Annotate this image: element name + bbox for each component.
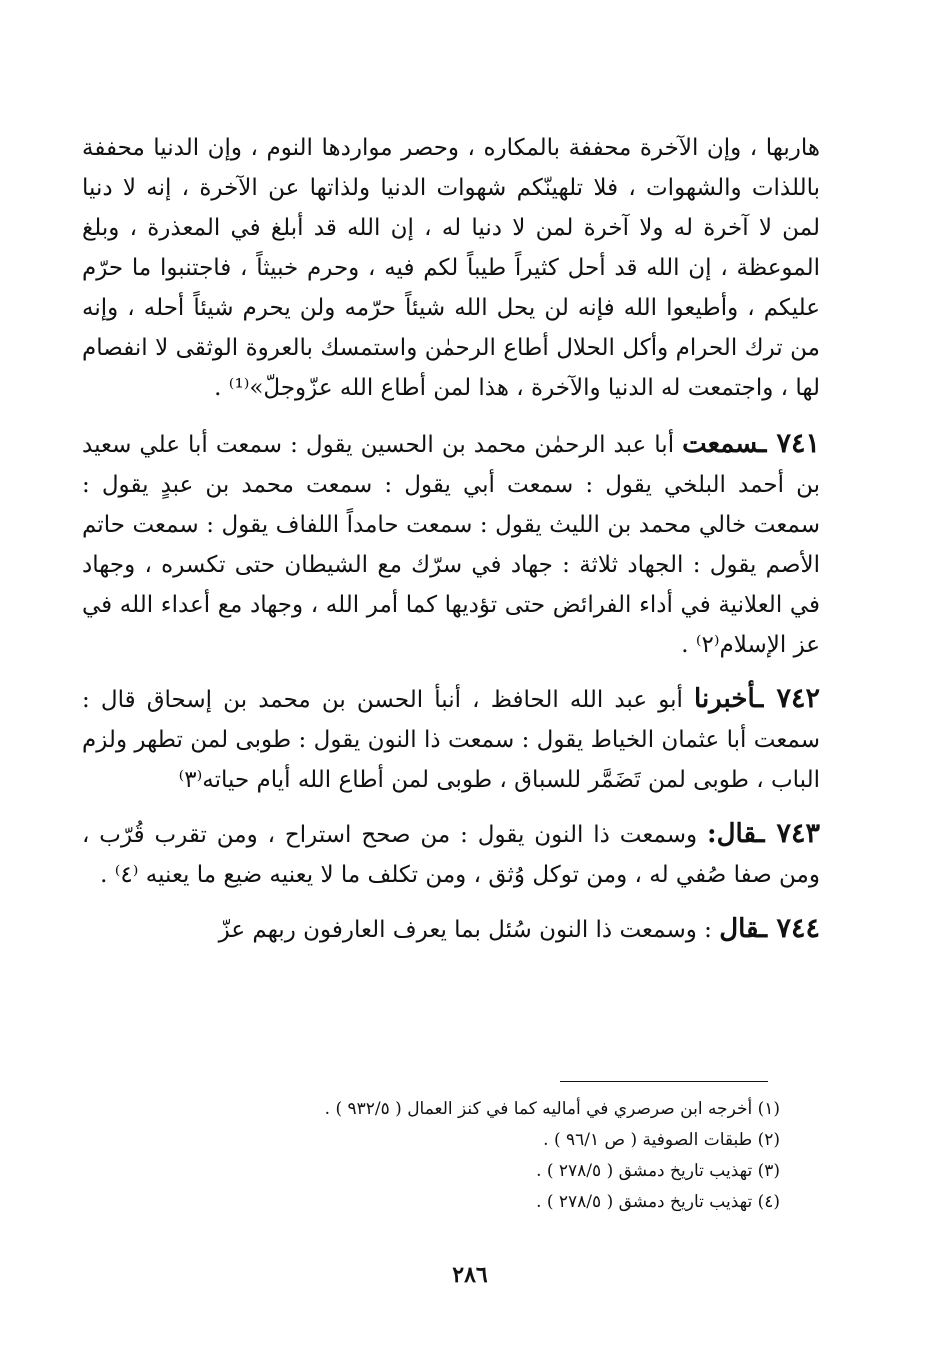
footnote-4: (٤) تهذيب تاريخ دمشق ( ٢٧٨/٥ ) . bbox=[536, 1192, 780, 1212]
entry-744 bbox=[82, 909, 820, 950]
entry-text: وسمعت ذا النون يقول : من صحح استراح ، ومن تقرب قُرّب ، ومن صفا صُفي له ، ومن توكل وُثق ، ومن تكلف ما لا يعنيه ضيع ما يعنيه ⁽٤⁾ . bbox=[82, 822, 820, 888]
footnote-3: (٣) تهذيب تاريخ دمشق ( ٢٧٨/٥ ) . bbox=[536, 1161, 780, 1181]
footnote-1: (١) أخرجه ابن صرصري في أماليه كما في كنز العمال ( ٩٣٢/٥ ) . bbox=[324, 1099, 780, 1119]
entry-lead-word: قال bbox=[719, 914, 760, 944]
footnote-separator bbox=[560, 1081, 768, 1082]
entry-lead-word: أخبرنا bbox=[694, 684, 756, 714]
entry-number: ٧٤٢ ـ bbox=[755, 683, 820, 714]
entry-742 bbox=[82, 679, 820, 800]
entry-text: أبا عبد الرحمٰن محمد بن الحسين يقول : سمعت أبا علي سعيد بن أحمد البلخي يقول : سمعت أبي يقول : سمعت محمد بن عبدٍ يقول : سمعت خالي محمد بن الليث يقول : سمعت حامداً اللفاف يقول : سمعت حاتم الأصم يقول : الجهاد ثلاثة : جهاد في سرّك مع الشيطان حتى تكسره ، وجهاد في العلانية في أداء الفرائض حتى تؤديها كما أمر الله ، وجهاد مع أعداء الله في عز الإسلام⁽٢⁾ . bbox=[82, 432, 820, 658]
intro-paragraph: هاربها ، وإن الآخرة محففة بالمكاره ، وحصر مواردها النوم ، وإن الدنيا محففة باللذات والشهوات ، فلا تلهينّكم شهوات الدنيا ولذاتها عن الآخرة ، إنه لا دنيا لمن لا آخرة له ولا آخرة لمن لا دنيا له ، إن الله قد أبلغ في المعذرة ، وبلغ الموعظة ، إن الله قد أحل كثيراً طيباً لكم فيه ، وحرم خبيثاً ، فاجتنبوا ما حرّم عليكم ، وأطيعوا الله فإنه لن يحل الله شيئاً حرّمه ولن يحرم شيئاً أحله ، وإنه من ترك الحرام وأكل الحلال أطاع الرحمٰن واستمسك بالعروة الوثقى لا انفصام لها ، واجتمعت له الدنيا والآخرة ، هذا لمن أطاع الله عزّوجلّ»⁽¹⁾ . bbox=[82, 135, 820, 401]
footnotes bbox=[140, 1094, 780, 1218]
footnote-2: (٢) طبقات الصوفية ( ص ٩٦/١ ) . bbox=[543, 1130, 780, 1150]
entry-743 bbox=[82, 814, 820, 895]
entry-number: ٧٤١ ـ bbox=[758, 428, 820, 459]
entry-number: ٧٤٣ ـ bbox=[756, 818, 820, 849]
entry-lead-word: سمعت bbox=[682, 429, 759, 459]
entry-lead-word: قال: bbox=[707, 819, 757, 849]
entry-number: ٧٤٤ ـ bbox=[759, 913, 820, 944]
entry-text: أبو عبد الله الحافظ ، أنبأ الحسن بن محمد بن إسحاق قال : سمعت أبا عثمان الخياط يقول : سمعت ذا النون يقول : طوبى لمن تطهر ولزم الباب ، طوبى لمن تَضَمَّر للسباق ، طوبى لمن أطاع الله أيام حياته⁽٣⁾ bbox=[82, 687, 820, 793]
entry-text: : وسمعت ذا النون سُئل بما يعرف العارفون ربهم عزّ bbox=[218, 917, 720, 943]
page-number: ٢٨٦ bbox=[452, 1262, 488, 1288]
main-text bbox=[82, 128, 820, 964]
entry-741 bbox=[82, 424, 820, 665]
